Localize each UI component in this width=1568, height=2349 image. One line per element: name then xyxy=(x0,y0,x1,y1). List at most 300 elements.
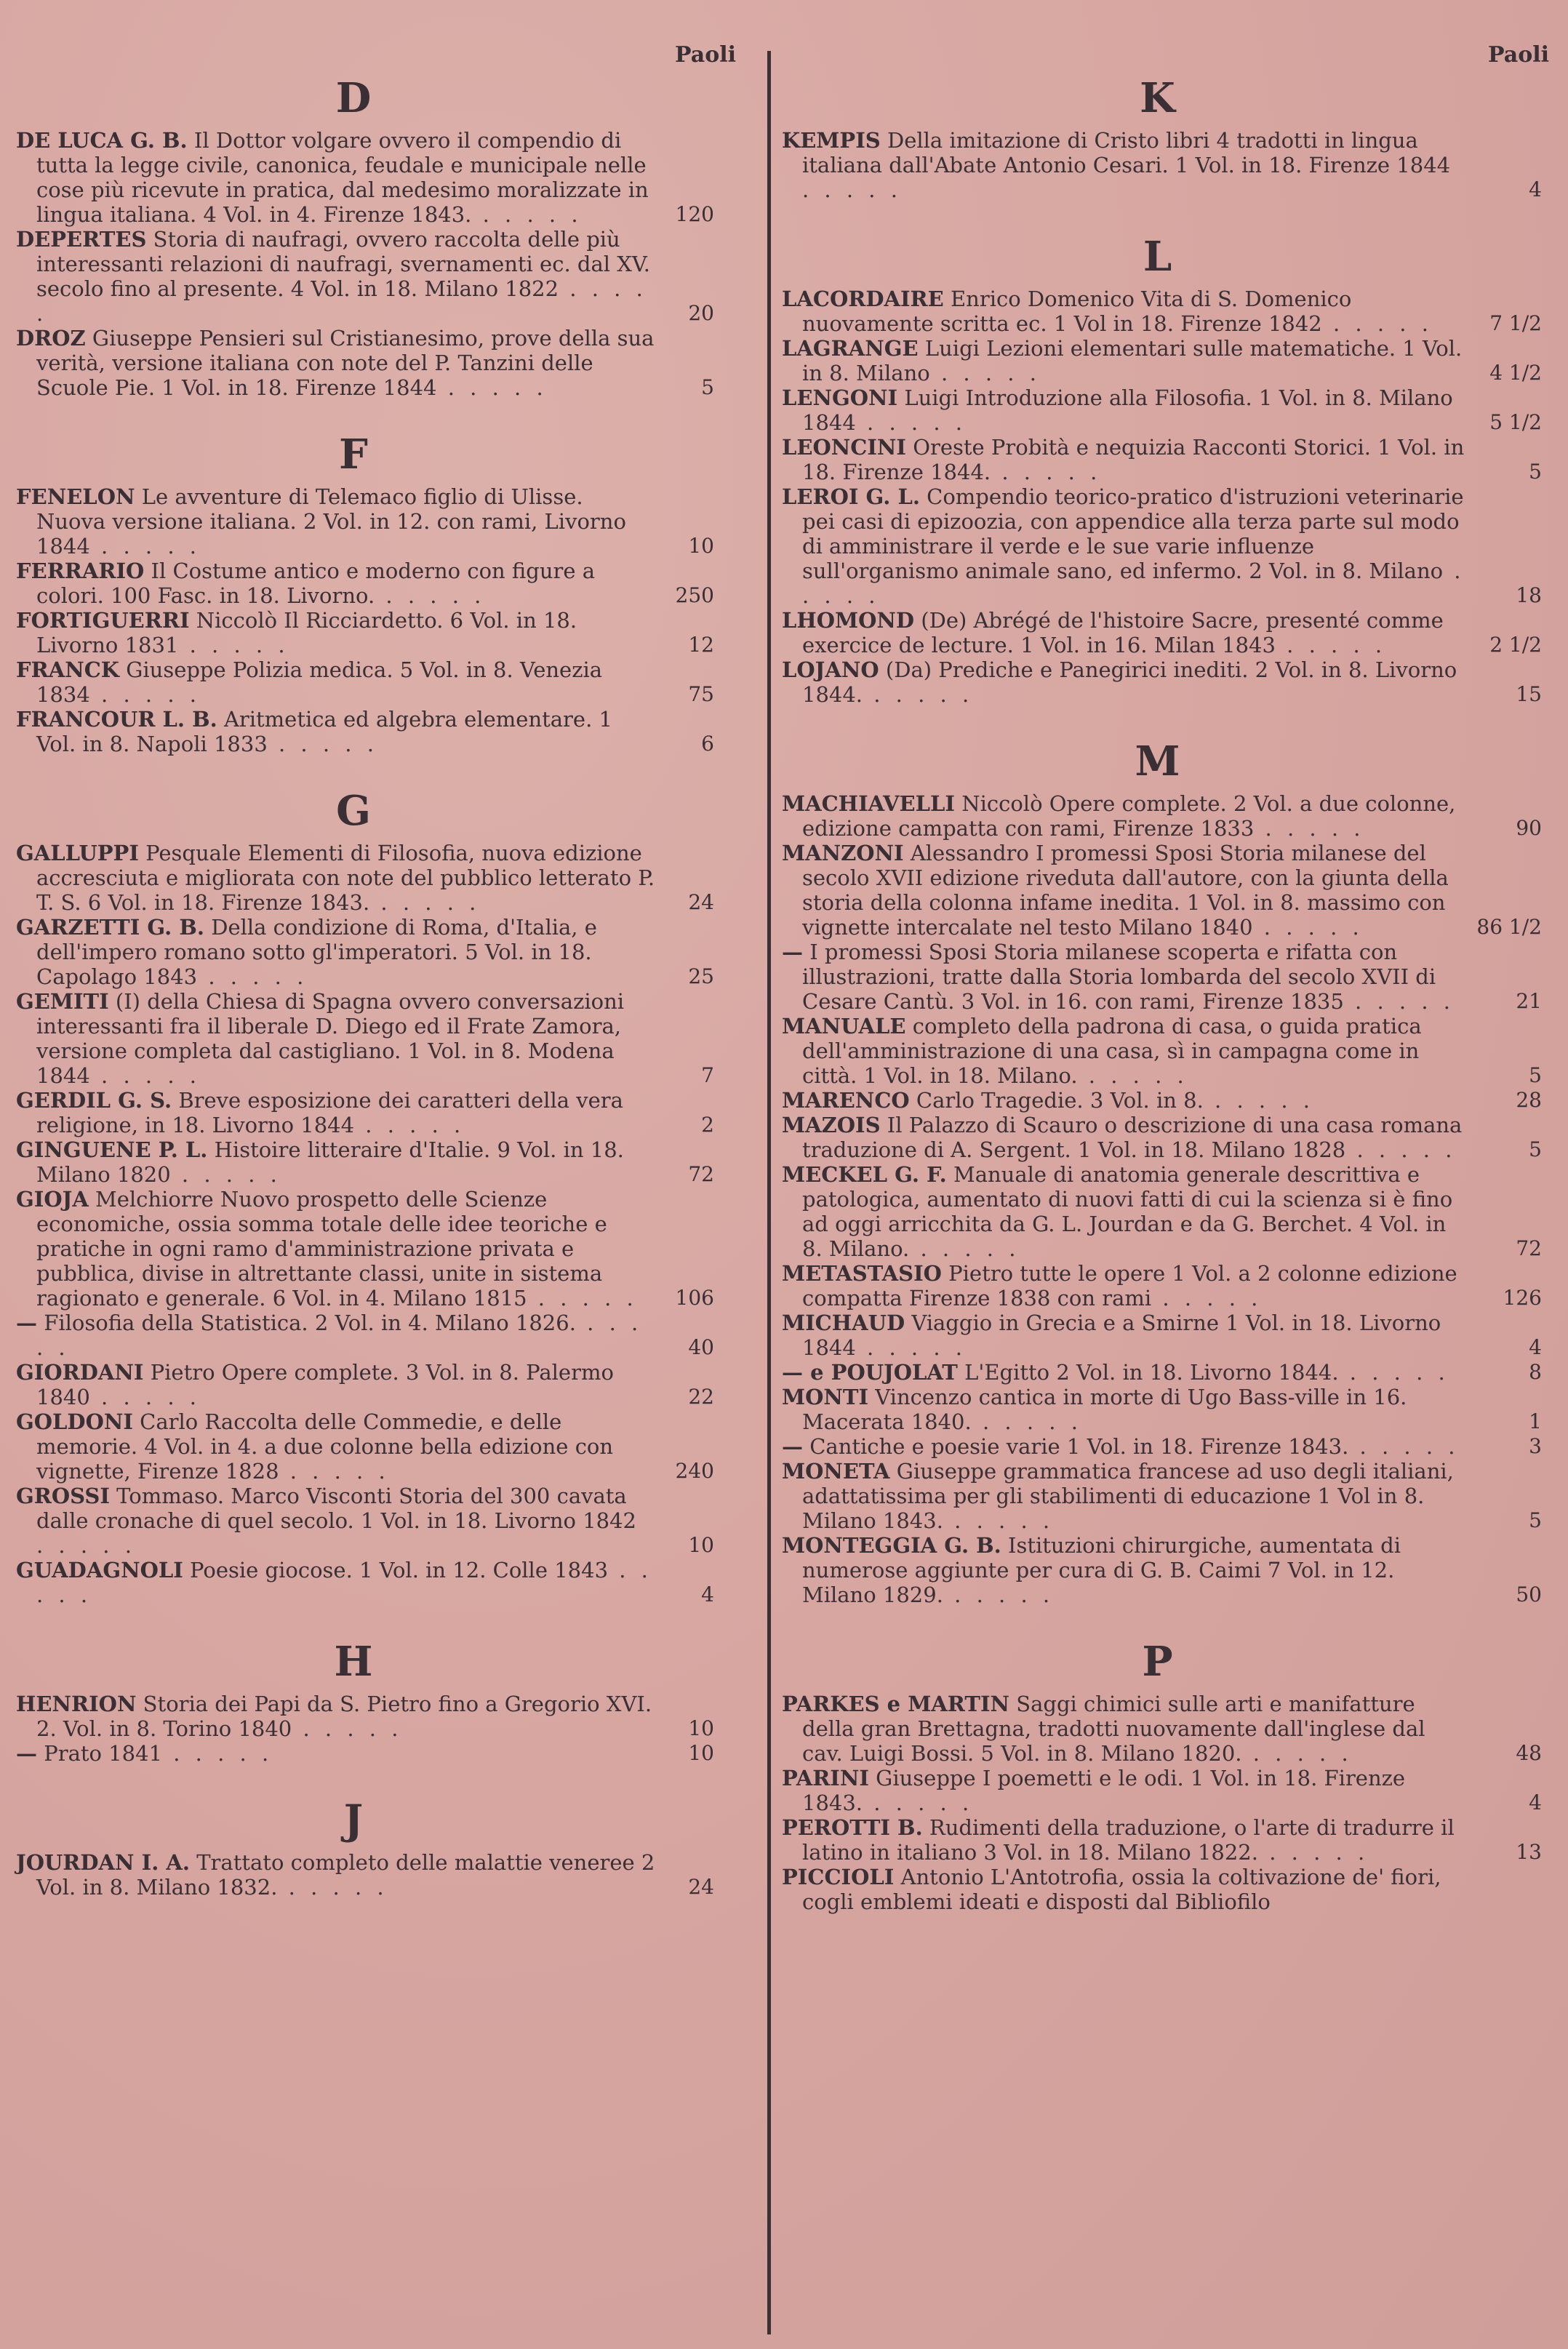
entry-price: 6 xyxy=(701,732,714,756)
catalog-entry xyxy=(16,841,736,915)
catalog-entry xyxy=(16,1409,736,1484)
entry-description: Viaggio in Grecia e a Smirne 1 Vol. in 18. Livorno 1844 xyxy=(802,1310,1441,1360)
catalog-entry xyxy=(16,608,736,657)
entry-author: LEROI G. L. xyxy=(782,484,920,509)
price-header-right: Paoli xyxy=(1488,42,1549,68)
entry-author: GOLDONI xyxy=(16,1409,133,1434)
entry-price: 21 xyxy=(1516,989,1542,1013)
entry-price: 4 xyxy=(1529,1790,1542,1814)
entry-author: MONTI xyxy=(782,1385,869,1409)
entry-price: 10 xyxy=(688,1741,714,1765)
entry-description: Alessandro I promessi Sposi Storia milanese del secolo XVII edizione riveduta dall'autore, con la giunta della storia della colonna infame inedita. 1 Vol. in 8. massimo con vignette intercalate nel testo Milano 1840 xyxy=(802,841,1449,940)
entry-description: Prato 1841 xyxy=(44,1741,163,1766)
entry-price: 72 xyxy=(688,1162,714,1186)
catalog-entry xyxy=(782,657,1549,707)
catalog-entry xyxy=(16,1187,736,1310)
entry-price: 5 xyxy=(1529,1063,1542,1087)
entry-body xyxy=(16,1409,656,1484)
letter-section xyxy=(16,400,736,756)
entry-description: Il Dottor volgare ovvero il compendio di tutta la legge civile, canonica, feudale e municipale nelle cose più ricevute in pratica, dal medesimo moralizzate in lingua italiana. 4 Vol. in 4. Firenze 1843. xyxy=(36,128,649,227)
entry-price: 106 xyxy=(675,1286,714,1310)
right-sections xyxy=(782,44,1549,1914)
entry-body xyxy=(16,1850,656,1900)
entry-description: Vincenzo cantica in morte di Ugo Bass-ville in 16. Macerata 1840. xyxy=(802,1385,1407,1434)
entry-body xyxy=(16,128,656,227)
leader-dots: . . . . . xyxy=(89,1063,201,1088)
entry-body xyxy=(16,1088,656,1137)
entry-description: Trattato completo delle malattie veneree 2 Vol. in 8. Milano 1832. xyxy=(36,1850,655,1900)
leader-dots: . . . . . xyxy=(1343,989,1455,1014)
entry-price: 13 xyxy=(1516,1840,1542,1864)
catalog-entry xyxy=(782,128,1549,202)
entry-body xyxy=(782,128,1469,202)
leader-dots: . . . . . xyxy=(943,1508,1055,1533)
entry-author: MANZONI xyxy=(782,841,904,865)
entry-description: Antonio L'Antotrofia, ossia la coltivazione de' fiori, cogli emblemi ideati e disposti dal Bibliofilo xyxy=(802,1865,1441,1914)
entry-price: 5 1/2 xyxy=(1489,410,1542,434)
entry-body xyxy=(782,1434,1469,1459)
entry-price: 24 xyxy=(688,890,714,914)
catalog-entry xyxy=(782,608,1549,657)
entry-description: Poesie giocose. 1 Vol. in 12. Colle 1843 xyxy=(190,1558,609,1582)
entry-description: Le avventure di Telemaco figlio di Ulisse. Nuova versione italiana. 2 Vol. in 12. con rami, Livorno 1844 xyxy=(36,484,626,559)
entry-list xyxy=(782,287,1549,707)
entry-description: Manuale di anatomia generale descrittiva e patologica, aumentato di nuovi fatti di cui la scienza si è fino ad oggi arricchita da G. L. Jourdan e da G. Berchet. 4 Vol. in 8. Milano. xyxy=(802,1162,1453,1261)
entry-price: 7 xyxy=(701,1063,714,1087)
section-letter: L xyxy=(1143,233,1174,281)
entry-body xyxy=(16,1741,656,1766)
letter-section xyxy=(782,707,1549,1607)
catalog-entry xyxy=(782,287,1549,336)
entry-price: 120 xyxy=(675,202,714,226)
entry-author: DROZ xyxy=(16,326,86,351)
entry-body xyxy=(782,1385,1469,1434)
entry-description: Tommaso. Marco Visconti Storia del 300 cavata dalle cronache di quel secolo. 1 Vol. in 18. Livorno 1842 xyxy=(36,1484,636,1533)
entry-list xyxy=(16,841,736,1607)
leader-dots: . . . . . xyxy=(1151,1286,1263,1310)
entry-author: GERDIL G. S. xyxy=(16,1088,172,1113)
catalog-entry xyxy=(782,791,1549,841)
entry-description: Giuseppe I poemetti e le odi. 1 Vol. in 18. Firenze 1843. xyxy=(802,1766,1406,1815)
entry-body xyxy=(16,484,656,559)
entry-author: GROSSI xyxy=(16,1484,110,1508)
entry-body xyxy=(782,1014,1469,1088)
entry-author: MONETA xyxy=(782,1459,890,1484)
leader-dots: . . . . . xyxy=(1203,1088,1314,1113)
left-sections xyxy=(16,44,736,1900)
entry-author: MARENCO xyxy=(782,1088,910,1113)
entry-body xyxy=(16,989,656,1088)
leader-dots: . . . . . xyxy=(971,1409,1082,1434)
entry-author: GIOJA xyxy=(16,1187,89,1212)
entry-description: Della imitazione di Cristo libri 4 tradotti in lingua italiana dall'Abate Antonio Cesari. 1 Vol. in 18. Firenze 1844 xyxy=(802,128,1451,177)
catalog-entry xyxy=(782,1360,1549,1385)
entry-body xyxy=(16,915,656,989)
catalog-entry xyxy=(782,1261,1549,1310)
entry-author: HENRION xyxy=(16,1692,137,1716)
entry-list xyxy=(16,1692,736,1766)
entry-price: 1 xyxy=(1529,1409,1542,1433)
entry-description: (De) Abrégé de l'histoire Sacre, presenté comme exercice de lecture. 1 Vol. in 16. Milan 1843 xyxy=(802,608,1444,657)
entry-body xyxy=(782,336,1469,385)
entry-description: Pesquale Elementi di Filosofia, nuova edizione accresciuta e migliorata con note del pubblico letterato P. T. S. 6 Vol. in 18. Firenze 1843. xyxy=(36,841,655,915)
entry-body xyxy=(782,1261,1469,1310)
entry-description: (Da) Prediche e Panegirici inediti. 2 Vol. in 8. Livorno 1844. xyxy=(802,657,1457,707)
entry-price: 5 xyxy=(1529,460,1542,484)
entry-body xyxy=(782,791,1469,841)
right-column xyxy=(782,44,1549,1914)
catalog-entry xyxy=(782,1434,1549,1459)
entry-body xyxy=(782,1088,1469,1113)
entry-body xyxy=(16,326,656,400)
entry-description: (I) della Chiesa di Spagna ovvero conversazioni interessanti fra il liberale D. Diego ed il Frate Zamora, versione completa dal castigliano. 1 Vol. in 8. Modena 1844 xyxy=(36,989,625,1088)
entry-body xyxy=(16,227,656,326)
entry-description: Filosofia della Statistica. 2 Vol. in 4. Milano 1826. xyxy=(44,1310,576,1335)
leader-dots: . . . . . xyxy=(1252,915,1364,940)
entry-description: Giuseppe grammatica francese ad uso degli italiani, adattatissima per gli stabilimenti di educazione 1 Vol in 8. Milano 1843. xyxy=(802,1459,1454,1533)
entry-price: 4 xyxy=(701,1582,714,1606)
entry-price: 48 xyxy=(1516,1741,1542,1765)
entry-price: 4 xyxy=(1529,1335,1542,1359)
entry-body xyxy=(782,841,1469,940)
leader-dots: . . . . . xyxy=(178,633,289,657)
entry-price: 2 xyxy=(701,1113,714,1137)
leader-dots: . . . . . xyxy=(1241,1741,1353,1766)
entry-price: 40 xyxy=(688,1335,714,1359)
catalog-entry xyxy=(16,707,736,756)
catalog-entry xyxy=(16,1850,736,1900)
leader-dots: . . . . . xyxy=(863,1790,974,1815)
entry-author: GALLUPPI xyxy=(16,841,139,865)
entry-price: 18 xyxy=(1516,583,1542,607)
section-letter: G xyxy=(336,787,372,835)
catalog-entry xyxy=(782,1815,1549,1865)
entry-author: PARKES e MARTIN xyxy=(782,1692,1010,1716)
entry-price: 5 xyxy=(1529,1508,1542,1532)
entry-author: GEMITI xyxy=(16,989,109,1014)
section-letter: J xyxy=(343,1796,365,1844)
leader-dots: . . . . . xyxy=(991,460,1102,484)
entry-body xyxy=(782,1459,1469,1533)
entry-price: 24 xyxy=(688,1875,714,1899)
entry-body xyxy=(782,385,1469,435)
entry-price: 10 xyxy=(688,1716,714,1740)
catalog-entry xyxy=(782,1692,1549,1766)
entry-list xyxy=(16,1850,736,1900)
leader-dots: . . . . . xyxy=(802,559,1465,608)
entry-body xyxy=(16,841,656,915)
entry-price: 4 xyxy=(1529,177,1542,201)
entry-author: KEMPIS xyxy=(782,128,881,153)
entry-price: 90 xyxy=(1516,816,1542,840)
entry-description: Carlo Raccolta delle Commedie, e delle memorie. 4 Vol. in 4. a due colonne bella edizione con vignette, Firenze 1828 xyxy=(36,1409,614,1484)
entry-list xyxy=(782,1692,1549,1914)
catalog-entry xyxy=(16,227,736,326)
entry-body xyxy=(16,1187,656,1310)
entry-author: MECKEL G. F. xyxy=(782,1162,947,1187)
entry-author: MAZOIS xyxy=(782,1113,881,1137)
entry-author: PARINI xyxy=(782,1766,869,1790)
entry-description: Giuseppe Polizia medica. 5 Vol. in 8. Venezia 1834 xyxy=(36,657,603,707)
letter-section xyxy=(782,44,1549,202)
section-letter: K xyxy=(1140,74,1177,122)
entry-price: 240 xyxy=(675,1459,714,1483)
entry-body xyxy=(782,608,1469,657)
catalog-entry xyxy=(782,336,1549,385)
entry-author: LOJANO xyxy=(782,657,879,682)
leader-dots: . . . . . xyxy=(170,1162,281,1187)
catalog-entry xyxy=(16,484,736,559)
catalog-entry xyxy=(16,989,736,1088)
leader-dots: . . . . . xyxy=(855,410,967,435)
entry-description: Compendio teorico-pratico d'istruzioni veterinarie pei casi di epizoozia, con appendice alla terza parte sul modo di amministrare il verde e le sue varie influenze sull'organismo animale sano, ed infermo. 2 Vol. in 8. Milano xyxy=(802,484,1464,583)
entry-body xyxy=(782,435,1469,484)
entry-author: LHOMOND xyxy=(782,608,915,633)
entry-author: FORTIGUERRI xyxy=(16,608,190,633)
catalog-entry xyxy=(782,484,1549,608)
entry-price: 72 xyxy=(1516,1236,1542,1260)
entry-price: 126 xyxy=(1503,1286,1542,1310)
entry-description: Aritmetica ed algebra elementare. 1 Vol. in 8. Napoli 1833 xyxy=(36,707,612,756)
leader-dots: . . . . . xyxy=(1257,1840,1369,1865)
catalog-entry xyxy=(782,1865,1549,1914)
entry-description: Storia di naufragi, ovvero raccolta delle più interessanti relazioni di naufragi, svernamenti ec. dal XV. secolo fino al presente. 4 Vol. in 18. Milano 1822 xyxy=(36,227,650,301)
entry-body xyxy=(782,1533,1469,1607)
letter-section xyxy=(16,1766,736,1900)
entry-description: Luigi Introduzione alla Filosofia. 1 Vol. in 8. Milano 1844 xyxy=(802,385,1453,435)
entry-description: Oreste Probità e nequizia Racconti Storici. 1 Vol. in 18. Firenze 1844. xyxy=(802,435,1465,484)
section-letter: P xyxy=(1142,1638,1175,1686)
entry-description: Il Palazzo di Scauro o descrizione di una casa romana traduzione di A. Sergent. 1 Vol. in 18. Milano 1828 xyxy=(802,1113,1463,1162)
letter-section xyxy=(782,1607,1549,1914)
entry-body xyxy=(782,1766,1469,1815)
entry-list xyxy=(16,484,736,756)
entry-price: 22 xyxy=(688,1385,714,1409)
entry-author: METASTASIO xyxy=(782,1261,942,1286)
entry-author: — e POUJOLAT xyxy=(782,1360,958,1385)
entry-body xyxy=(782,1162,1469,1261)
leader-dots: . . . . . xyxy=(1254,816,1365,841)
entry-author: — xyxy=(782,1434,803,1459)
leader-dots: . . . . . xyxy=(279,1459,390,1484)
entry-price: 12 xyxy=(688,633,714,657)
letter-section xyxy=(16,1607,736,1766)
catalog-entry xyxy=(782,385,1549,435)
catalog-entry xyxy=(16,1137,736,1187)
left-column xyxy=(16,44,736,1900)
catalog-entry xyxy=(16,1484,736,1558)
entry-description: Luigi Lezioni elementari sulle matematiche. 1 Vol. in 8. Milano xyxy=(802,336,1463,385)
entry-author: FRANCOUR L. B. xyxy=(16,707,217,732)
leader-dots: . . . . . xyxy=(929,361,1041,385)
leader-dots: . . . . . xyxy=(802,177,902,202)
catalog-entry xyxy=(782,1162,1549,1261)
entry-body xyxy=(16,1137,656,1187)
entry-author: FRANCK xyxy=(16,657,119,682)
leader-dots: . . . . . xyxy=(267,732,378,756)
leader-dots: . . . . . xyxy=(369,890,481,915)
entry-body xyxy=(16,608,656,657)
catalog-entry xyxy=(782,1385,1549,1434)
price-header-left: Paoli xyxy=(675,42,736,68)
entry-description: Della condizione di Roma, d'Italia, e dell'impero romano sotto gl'imperatori. 5 Vol. in 18. Capolago 1843 xyxy=(36,915,597,989)
entry-description: completo della padrona di casa, o guida pratica dell'amministrazione di una casa, sì in campagna come in città. 1 Vol. in 18. Milano. xyxy=(802,1014,1422,1088)
entry-price: 10 xyxy=(688,534,714,558)
leader-dots: . . . . . xyxy=(89,682,201,707)
entry-body xyxy=(782,657,1469,707)
leader-dots: . . . . . xyxy=(162,1741,273,1766)
catalog-entry xyxy=(782,1310,1549,1360)
catalog-entry xyxy=(16,657,736,707)
entry-description: Niccolò Opere complete. 2 Vol. a due colonne, edizione campatta con rami, Firenze 1833 xyxy=(802,791,1456,841)
entry-author: MACHIAVELLI xyxy=(782,791,955,816)
entry-author: DEPERTES xyxy=(16,227,147,252)
entry-description: Niccolò Il Ricciardetto. 6 Vol. in 18. Livorno 1831 xyxy=(36,608,577,657)
catalog-entry xyxy=(16,915,736,989)
leader-dots: . . . . . xyxy=(197,964,308,989)
section-letter: D xyxy=(335,74,373,122)
leader-dots: . . . . . xyxy=(36,1310,643,1360)
catalog-entry xyxy=(16,128,736,227)
leader-dots: . . . . . xyxy=(1338,1360,1449,1385)
entry-list xyxy=(782,791,1549,1607)
entry-price: 86 1/2 xyxy=(1476,915,1542,939)
entry-description: Il Costume antico e moderno con figure a colori. 100 Fasc. in 18. Livorno. xyxy=(36,559,596,608)
entry-author: LAGRANGE xyxy=(782,336,919,361)
leader-dots: . . . . . xyxy=(1348,1434,1460,1459)
leader-dots: . . . . . xyxy=(89,534,201,559)
entry-description: Istituzioni chirurgiche, aumentata di numerose aggiunte per cura di G. B. Caimi 7 Vol. in 12. Milano 1829. xyxy=(802,1533,1401,1607)
catalog-entry xyxy=(16,1692,736,1741)
entry-price: 28 xyxy=(1516,1088,1542,1112)
entry-body xyxy=(782,287,1469,336)
letter-section xyxy=(16,44,736,400)
catalog-entry xyxy=(16,1741,736,1766)
entry-price: 250 xyxy=(675,583,714,607)
entry-description: I promessi Sposi Storia milanese scoperta e rifatta con illustrazioni, tratte dalla Storia lombarda del secolo XVII di Cesare Cantù. 3 Vol. in 16. con rami, Firenze 1835 xyxy=(802,940,1436,1014)
catalog-entry xyxy=(782,1014,1549,1088)
catalog-entry xyxy=(782,1766,1549,1815)
entry-author: — xyxy=(782,940,803,964)
catalog-entry xyxy=(16,326,736,400)
entry-author: GARZETTI G. B. xyxy=(16,915,204,940)
catalog-entry xyxy=(782,435,1549,484)
entry-body xyxy=(782,1360,1469,1385)
entry-body xyxy=(782,940,1469,1014)
leader-dots: . . . . . xyxy=(1321,311,1433,336)
entry-author: GINGUENE P. L. xyxy=(16,1137,208,1162)
entry-body xyxy=(782,484,1469,608)
entry-author: MONTEGGIA G. B. xyxy=(782,1533,1001,1558)
leader-dots: . . . . . xyxy=(375,583,486,608)
entry-description: Pietro tutte le opere 1 Vol. a 2 colonne edizione compatta Firenze 1838 con rami xyxy=(802,1261,1457,1310)
entry-price: 10 xyxy=(688,1533,714,1557)
entry-description: Histoire litteraire d'Italie. 9 Vol. in 18. Milano 1820 xyxy=(36,1137,624,1187)
entry-description: Giuseppe Pensieri sul Cristianesimo, prove della sua verità, versione italiana con note del P. Tanzini delle Scuole Pie. 1 Vol. in 18. Firenze 1844 xyxy=(36,326,655,400)
column-divider xyxy=(767,51,771,2334)
entry-description: Rudimenti della traduzione, o l'arte di tradurre il latino in italiano 3 Vol. in 18. Milano 1822. xyxy=(802,1815,1455,1865)
catalog-entry xyxy=(782,940,1549,1014)
leader-dots: . . . . . xyxy=(909,1236,1020,1261)
catalog-entry xyxy=(16,1088,736,1137)
entry-body xyxy=(782,1310,1469,1360)
entry-body xyxy=(782,1865,1469,1914)
entry-list xyxy=(16,128,736,400)
entry-description: Saggi chimici sulle arti e manifatture della gran Brettagna, tradotti nuovamente dall'inglese dal cav. Luigi Bossi. 5 Vol. in 8. Milano 1820. xyxy=(802,1692,1425,1766)
entry-body xyxy=(16,1484,656,1558)
entry-price: 25 xyxy=(688,964,714,988)
catalog-entry xyxy=(16,1360,736,1409)
leader-dots: . . . . . xyxy=(36,1533,136,1558)
entry-description: Storia dei Papi da S. Pietro fino a Gregorio XVI. 2. Vol. in 8. Torino 1840 xyxy=(36,1692,652,1741)
entry-author: PEROTTI B. xyxy=(782,1815,923,1840)
catalog-entry xyxy=(782,1088,1549,1113)
entry-author: LENGONI xyxy=(782,385,898,410)
entry-description: Pietro Opere complete. 3 Vol. in 8. Palermo 1840 xyxy=(36,1360,614,1409)
entry-author: JOURDAN I. A. xyxy=(16,1850,190,1875)
section-letter: M xyxy=(1135,737,1182,785)
entry-list xyxy=(782,128,1549,202)
entry-body xyxy=(16,1558,656,1607)
entry-author: MANUALE xyxy=(782,1014,906,1039)
leader-dots: . . . . . xyxy=(1077,1063,1188,1088)
leader-dots: . . . . . xyxy=(527,1286,638,1310)
entry-body xyxy=(782,1113,1469,1162)
entry-price: 15 xyxy=(1516,682,1542,706)
entry-price: 2 1/2 xyxy=(1489,633,1542,657)
entry-author: DE LUCA G. B. xyxy=(16,128,188,153)
leader-dots: . . . . . xyxy=(863,682,974,707)
entry-author: FERRARIO xyxy=(16,559,145,583)
leader-dots: . . . . . xyxy=(36,276,647,326)
letter-section xyxy=(16,756,736,1607)
leader-dots: . . . . . xyxy=(292,1716,403,1741)
entry-description: Enrico Domenico Vita di S. Domenico nuovamente scritta ec. 1 Vol in 18. Firenze 1842 xyxy=(802,287,1352,336)
section-letter: H xyxy=(334,1638,375,1686)
entry-author: FENELON xyxy=(16,484,135,509)
catalog-entry xyxy=(16,559,736,608)
entry-author: MICHAUD xyxy=(782,1310,905,1335)
entry-author: GIORDANI xyxy=(16,1360,144,1385)
entry-body xyxy=(782,1692,1469,1766)
section-letter: F xyxy=(339,431,369,479)
leader-dots: . . . . . xyxy=(354,1113,465,1137)
leader-dots: . . . . . xyxy=(943,1582,1055,1607)
entry-body xyxy=(782,1815,1469,1865)
entry-author: PICCIOLI xyxy=(782,1865,895,1889)
entry-body xyxy=(16,707,656,756)
leader-dots: . . . . . xyxy=(1345,1137,1457,1162)
entry-description: Cantiche e poesie varie 1 Vol. in 18. Firenze 1843. xyxy=(809,1434,1349,1459)
leader-dots: . . . . . xyxy=(436,375,548,400)
leader-dots: . . . . . xyxy=(471,202,583,227)
entry-price: 3 xyxy=(1529,1434,1542,1458)
leader-dots: . . . . . xyxy=(855,1335,967,1360)
entry-author: LEONCINI xyxy=(782,435,906,460)
entry-body xyxy=(16,657,656,707)
entry-price: 50 xyxy=(1516,1582,1542,1606)
entry-body xyxy=(16,1692,656,1741)
entry-price: 7 1/2 xyxy=(1489,311,1542,335)
entry-price: 5 xyxy=(701,375,714,399)
leader-dots: . . . . . xyxy=(89,1385,201,1409)
entry-body xyxy=(16,1310,656,1360)
entry-description: L'Egitto 2 Vol. in 18. Livorno 1844. xyxy=(964,1360,1339,1385)
catalog-entry xyxy=(782,1459,1549,1533)
entry-author: LACORDAIRE xyxy=(782,287,944,311)
catalog-entry xyxy=(16,1310,736,1360)
entry-author: — xyxy=(16,1741,37,1766)
